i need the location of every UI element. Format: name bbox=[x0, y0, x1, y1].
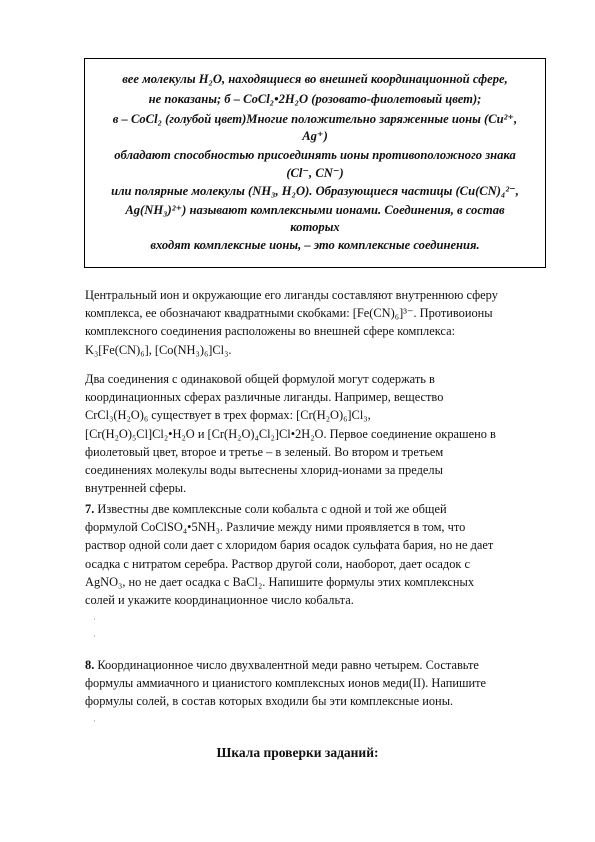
text-line bbox=[85, 656, 555, 674]
task-text: Координационное число двухвалентной меди равно четырем. Составьте bbox=[94, 658, 479, 672]
task-number: 8. bbox=[85, 658, 95, 672]
text-line: соединениях молекулы воды вытеснены хлорид-ионами за пределы bbox=[85, 463, 443, 478]
text-line: фиолетовый цвет, второе и третье – в зеленый. Во втором и третьем bbox=[85, 444, 444, 459]
box-line-8: Ag(NH₃)²⁺) называют комплексными ионами. Соединения, в состав bbox=[125, 203, 505, 217]
task-7 bbox=[85, 500, 555, 609]
task-number: 7. bbox=[85, 502, 95, 516]
placeholder-mark: · bbox=[93, 631, 96, 641]
task-8 bbox=[85, 656, 555, 711]
paragraph-inner-sphere bbox=[85, 286, 555, 359]
text-line bbox=[85, 500, 555, 518]
box-line-2: не показаны; б – CoCl₂•2H₂O (розовато-фиолетовый цвет); bbox=[148, 92, 482, 106]
box-line-9: которых bbox=[290, 220, 340, 234]
text-line: комплекса, ее обозначают квадратными скобками: [Fe(CN)₆]³⁻. Противоионы bbox=[85, 306, 493, 321]
box-line-4: Ag⁺) bbox=[302, 129, 328, 143]
placeholder-mark: · bbox=[93, 716, 96, 726]
box-line-6: (Cl⁻, CN⁻) bbox=[286, 166, 344, 180]
paragraph-ligands bbox=[85, 370, 555, 497]
box-line-5: обладают способностью присоединять ионы противоположного знака bbox=[114, 148, 516, 162]
box-line-10: входят комплексные ионы, – это комплексные соединения. bbox=[150, 238, 480, 252]
text-line: солей и укажите координационное число кобальта. bbox=[85, 593, 354, 608]
text-line: Центральный ион и окружающие его лиганды составляют внутреннюю сферу bbox=[85, 288, 498, 302]
text-line: K₃[Fe(CN)₆], [Co(NH₃)₆]Cl₃. bbox=[85, 342, 232, 357]
placeholder-mark: · bbox=[93, 614, 96, 624]
text-line: CrCl₃(H₂O)₆ существует в трех формах: [Cr(H₂O)₆]Cl₃, bbox=[85, 408, 371, 423]
box-line-7: или полярные молекулы (NH₃, H₂O). Образующиеся частицы (Cu(CN)₄²⁻, bbox=[111, 184, 519, 198]
text-line: внутренней сферы. bbox=[85, 481, 187, 496]
text-line: AgNO₃, но не дает осадка с BaCl₂. Напишите формулы этих комплексных bbox=[85, 574, 475, 589]
box-line-1: вее молекулы H₂O, находящиеся во внешней координационной сфере, bbox=[122, 72, 508, 86]
text-line: формулы аммиачного и цианистого комплексных ионов меди(II). Напишите bbox=[85, 676, 487, 691]
text-line: Два соединения с одинаковой общей формулой могут содержать в bbox=[85, 372, 435, 386]
text-line: координационных сферах различные лиганды. Например, вещество bbox=[85, 390, 444, 405]
box-line-3: в – CoCl₂ (голубой цвет)Многие положительно заряженные ионы (Cu²⁺, bbox=[112, 112, 518, 126]
section-heading: Шкала проверки заданий: bbox=[216, 745, 379, 760]
text-line: комплексного соединения расположены во внешней сфере комплекса: bbox=[85, 324, 456, 339]
text-line: раствор одной соли дает с хлоридом бария осадок сульфата бария, но не дает bbox=[85, 538, 494, 553]
task-text: Известны две комплексные соли кобальта с одной и той же общей bbox=[94, 502, 447, 516]
text-line: осадка с нитратом серебра. Раствор другой соли, наоборот, дает осадок с bbox=[85, 556, 471, 571]
text-line: формулы солей, в состав которых входили бы эти комплексные ионы. bbox=[85, 694, 454, 709]
text-line: [Cr(H₂O)₅Cl]Cl₂•H₂O и [Cr(H₂O)₄Cl₂]Cl•2H₂O. Первое соединение окрашено в bbox=[85, 426, 496, 441]
text-line: формулой CoClSO₄•5NH₃. Различие между ними проявляется в том, что bbox=[85, 520, 466, 535]
